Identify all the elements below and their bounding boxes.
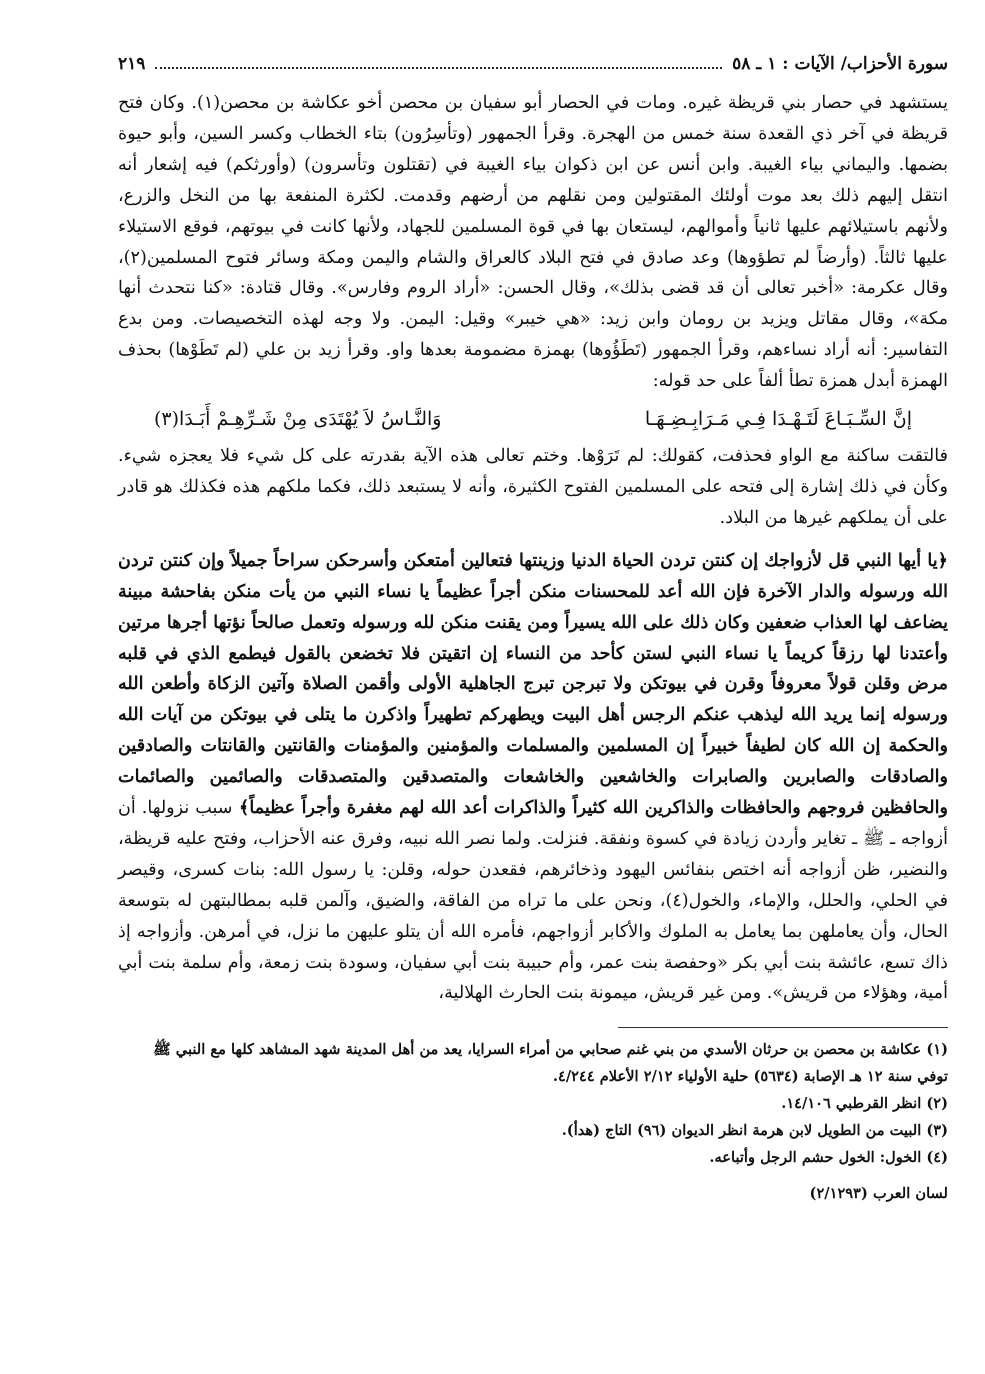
poem-verse: [118, 397, 948, 441]
footnotes: [118, 1036, 948, 1171]
book-page: [118, 54, 948, 1344]
page-header: [118, 54, 948, 88]
footnote-2: (٢) انظر القرطبي ١٤/١٠٦.: [781, 1095, 948, 1113]
paragraph-3: سبب نزولها. أن أزواجه ـ ﷺ ـ تغاير وأردن زيادة في كسوة ونفقة. فنزلت. ولما نصر الله نبيه، وفرق عنه الأحزاب، وفتح عليه قريظة، والنضير، ظن أزواجه أنه اختص بنفائس اليهود وذخائرهم، فقعدن حوله، وقلن: يا رسول الله: بنات كسرى، وقيصر في الحلي، والحلل، والإماء، والخول(٤)، ونحن على ما تراه من الفاقة، والضيق، وآلمن قلبه بمطالبتهن له بتوسعة الحال، وأن يعاملهن بما يعامل به الملوك والأكابر أزواجهم، فأمره الله أن يتلو عليهن ما نزل، في أمرهن. وأزواجه إذ ذاك تسع، عائشة بنت أبي بكر «وحفصة بنت عمر، وأم حبيبة بنت أبي سفيان، وسودة بنت زمعة، وأم سلمة بنت أبي أمية، وهؤلاء من قريش». ومن غير قريش، ميمونة بنت الحارث الهلالية،: [118, 798, 948, 1004]
footnote-rule: [618, 1027, 948, 1028]
hemistich-right: إنَّ السِّـبَـاعَ لَتَـهْـدَا فِـي مَـرَابِـضِـهَـا: [644, 408, 912, 431]
paragraph-2: فالتقت ساكنة مع الواو فحذفت، كقولك: لم تَرَوْها. وختم تعالى هذه الآية بقدرته على كل شيء فلا يعجزه شيء. وكأن في ذلك إشارة إلى فتحه على المسلمين الفتوح الكثيرة، وأنه لا يستبعد ذلك، فكما ملكهم هذه فكذلك هو قادر على أن يملكهم غيرها من البلاد.: [118, 446, 948, 528]
page-number: ٢١٩: [118, 54, 146, 74]
running-title: سورة الأحزاب/ الآيات : ١ ـ ٥٨: [732, 54, 948, 74]
footnote-continuation: لسان العرب (٢/١٢٩٣): [809, 1185, 948, 1203]
footnote-3: (٣) البيت من الطويل لابن هرمة انظر الديوان (٩٦) التاج (هدأ).: [561, 1122, 948, 1140]
quran-passage: [118, 546, 948, 1010]
hemistich-left: وَالنَّـاسُ لاَ يُهْتَدَى مِنْ شَـرِّهِـمْ أَبَـدَا(٣): [154, 408, 442, 431]
quran-text: ﴿يا أيها النبي قل لأزواجك إن كنتن تردن الحياة الدنيا وزينتها فتعالين أمتعكن وأسرحكن سراحاً جميلاً وإن كنتن تردن الله ورسوله والدار الآخرة فإن الله أعد للمحسنات منكن أجراً عظيماً يا نساء النبي من يأت منكن بفاحشة مبينة يضاعف لها العذاب ضعفين وكان ذلك على الله يسيراً ومن يقنت منكن لله ورسوله وتعمل صالحاً نؤتها أجرها مرتين وأعتدنا لها رزقاً كريماً يا نساء النبي لستن كأحد من النساء إن اتقيتن فلا تخضعن بالقول فيطمع الذي في قلبه مرض وقلن قولاً معروفاً وقرن في بيوتكن ولا تبرجن تبرج الجاهلية الأولى وأقمن الصلاة وآتين الزكاة وأطعن الله ورسوله إنما يريد الله ليذهب عنكم الرجس أهل البيت ويطهركم تطهيراً واذكرن ما يتلى في بيوتكن من آيات الله والحكمة إن الله كان لطيفاً خبيراً إن المسلمين والمسلمات والمؤمنين والمؤمنات والقانتين والقانتات والصادقين والصادقات والصابرين والصابرات والخاشعين والخاشعات والمتصدقين والمتصدقات والصائمين والصائمات والحافظين فروجهم والحافظات والذاكرين الله كثيراً والذاكرات أعد الله لهم مغفرة وأجراً عظيماً﴾: [118, 549, 948, 819]
footnote-1: (١) عكاشة بن محصن بن حرثان الأسدي من بني غنم صحابي من أمراء السرايا، يعد من أهل المدينة شهد المشاهد كلها مع النبي ﷺ توفي سنة ١٢ هـ الإصابة (٥٦٣٤) حلية الأولياء ٢/١٢ الأعلام ٤/٢٤٤.: [153, 1041, 948, 1086]
footnote-4: (٤) الخول: الخول حشم الرجل وأتباعه.: [709, 1149, 948, 1167]
leader-dots: [155, 57, 722, 69]
paragraph-1: يستشهد في حصار بني قريظة غيره. ومات في الحصار أبو سفيان بن محصن أخو عكاشة بن محصن(١). وكان فتح قريظة في آخر ذي القعدة سنة خمس من الهجرة. وقرأ الجمهور (وتأسِرُون) بتاء الخطاب وكسر السين، وأبو حيوة بضمها. واليماني بياء الغيبة. وابن أنس عن ابن ذكوان بياء الغيبة في (تقتلون وتأسرون) (وأورثكم) فيه إشعار أنه انتقل إليهم ذلك بعد موت أولئك المقتولين ومن نقلهم من أرضهم وقدمت. لكثرة المنفعة بها من النخل والزرع، ولأنهم باستيلائهم عليها ثانياً وأموالهم، ليستعان بها في قوة المسلمين للجهاد، ولأنها كانت في بيوتهم، فوقع الاستيلاء عليها ثالثاً. (وأرضاً لم تطؤوها) وعد صادق في فتح البلاد كالعراق والشام واليمن ومكة وسائر فتوح المسلمين(٢)، وقال عكرمة: «أخبر تعالى أن قد قضى بذلك»، وقال الحسن: «أراد الروم وفارس». وقال قتادة: «كنا نتحدث أنها مكة»، وقال مقاتل ويزيد بن رومان وابن زيد: «هي خيبر» وقيل: اليمن. ولا وجه لهذه التخصيصات. ومن بدع التفاسير: أنه أراد نساءهم، وقرأ الجمهور (تَطَؤُوها) بهمزة مضمومة بعدها واو. وقرأ زيد بن علي (لم تَطَوْها) بحذف الهمزة أبدل همزة تطأ ألفاً على حد قوله:: [118, 93, 948, 392]
